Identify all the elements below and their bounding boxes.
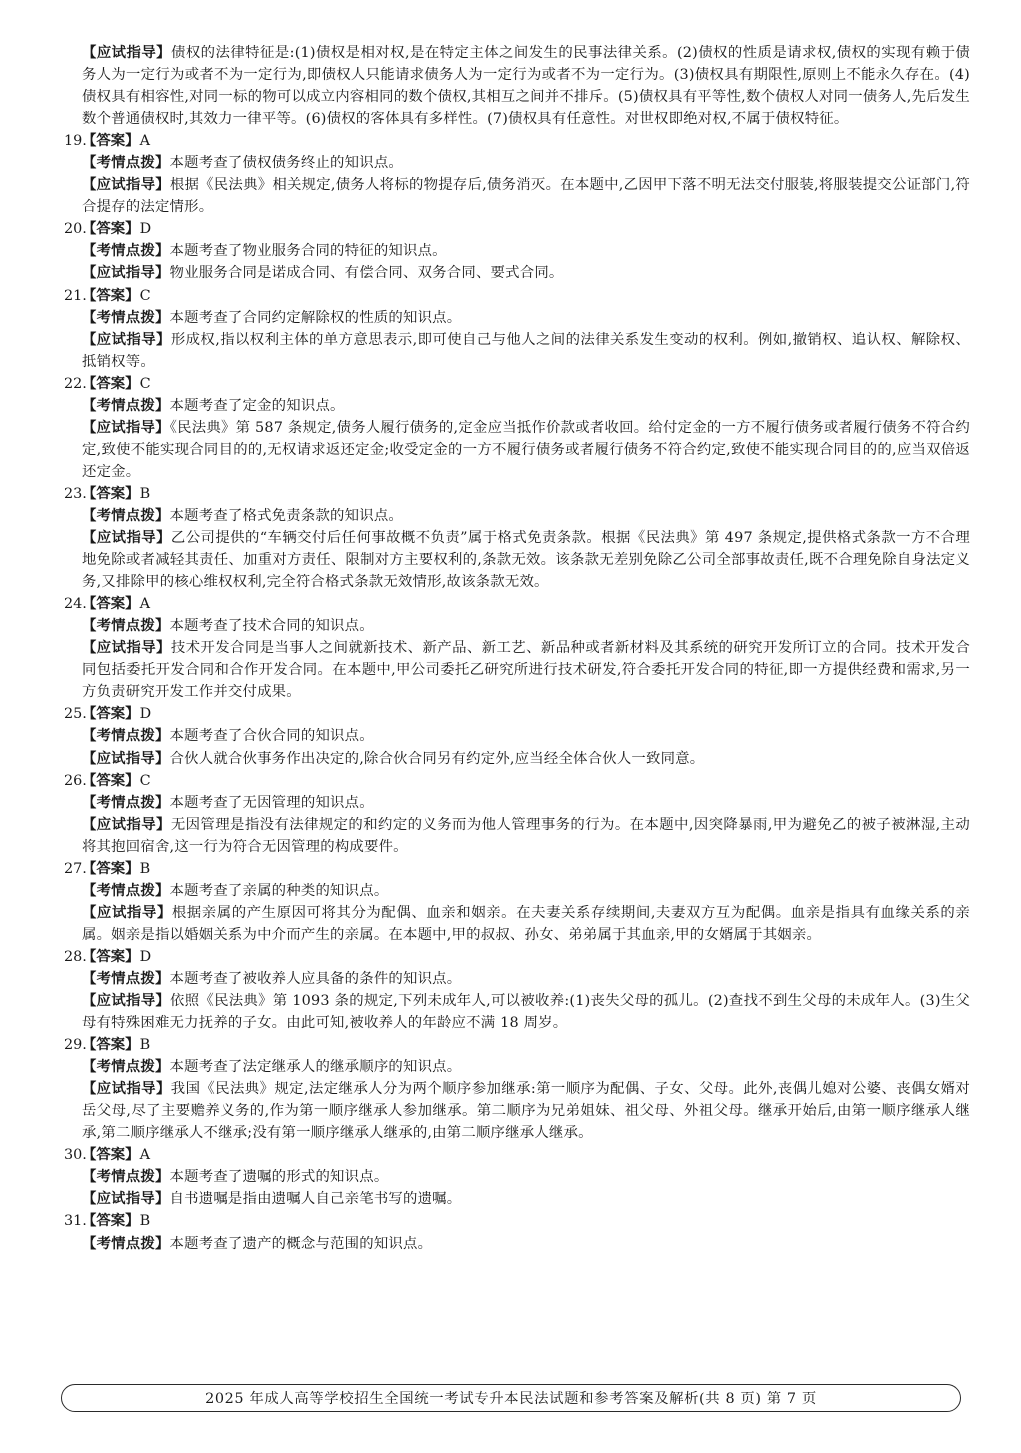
point-text: 本题考查了技术合同的知识点。 — [169, 618, 374, 635]
guide-tag: 【应试指导】 — [82, 529, 171, 547]
guide-text: 无因管理是指没有法律规定的和约定的义务而为他人管理事务的行为。在本题中,因突降暴雨,甲为避免乙的被子被淋湿,主动将其抱回宿舍,这一行为符合无因管理的构成要件。 — [82, 816, 970, 855]
answer-line — [64, 483, 970, 505]
guide-paragraph — [64, 637, 970, 703]
question-number: 29. — [64, 1037, 87, 1054]
answer-value: A — [139, 133, 150, 150]
guide-paragraph — [64, 262, 970, 284]
answer-value: D — [139, 706, 152, 723]
answer-tag: 【答案】 — [82, 859, 140, 877]
answer-tag: 【答案】 — [82, 1036, 140, 1054]
answer-value: B — [139, 1037, 151, 1054]
guide-paragraph — [64, 174, 970, 218]
answer-line — [64, 373, 970, 395]
point-paragraph — [64, 307, 970, 329]
point-tag: 【考情点拨】 — [82, 1234, 170, 1252]
page-footer — [61, 1384, 961, 1412]
point-paragraph — [64, 615, 970, 637]
answer-tag: 【答案】 — [82, 132, 140, 150]
point-tag: 【考情点拨】 — [82, 396, 170, 414]
answer-value: B — [139, 1213, 151, 1230]
question-block — [64, 130, 970, 218]
question-number: 22. — [64, 375, 87, 392]
answer-tag: 【答案】 — [82, 771, 140, 789]
point-text: 本题考查了无因管理的知识点。 — [169, 794, 374, 811]
point-tag: 【考情点拨】 — [82, 881, 170, 899]
question-block — [64, 373, 970, 483]
answer-tag: 【答案】 — [82, 220, 140, 238]
answer-tag: 【答案】 — [82, 286, 140, 304]
guide-tag: 【应试指导】 — [82, 749, 170, 767]
guide-paragraph — [64, 527, 970, 593]
point-text: 本题考查了债权债务终止的知识点。 — [169, 155, 403, 172]
point-tag: 【考情点拨】 — [82, 308, 170, 326]
answer-value: C — [139, 287, 151, 304]
question-block — [64, 1210, 970, 1254]
guide-text: 合伙人就合伙事务作出决定的,除合伙合同另有约定外,应当经全体合伙人一致同意。 — [169, 750, 705, 767]
point-text: 本题考查了法定继承人的继承顺序的知识点。 — [169, 1059, 462, 1076]
answer-value: A — [139, 596, 150, 613]
point-text: 本题考查了合伙合同的知识点。 — [169, 728, 374, 745]
point-tag: 【考情点拨】 — [82, 793, 170, 811]
point-paragraph — [64, 1056, 970, 1078]
point-tag: 【考情点拨】 — [82, 506, 170, 524]
answer-value: A — [139, 1147, 150, 1164]
question-block — [64, 1034, 970, 1144]
guide-tag: 【应试指导】 — [82, 176, 170, 194]
answer-value: B — [139, 485, 151, 502]
question-number: 27. — [64, 860, 87, 877]
answer-value: D — [139, 948, 152, 965]
point-text: 本题考查了物业服务合同的特征的知识点。 — [169, 243, 447, 260]
guide-text: 债权的法律特征是:(1)债权是相对权,是在特定主体之间发生的民事法律关系。(2)债权的性质是请求权,债权的实现有赖于债务人为一定行为或者不为一定行为,即债权人只能请求债务人为一定行为或者不为一定行为。(3)债权具有期限性,原则上不能永久存在。(4)债权具有相容性,对同一标的物可以成立内容相同的数个债权,其相互之间并不排斥。(5)债权具有平等性,数个债权人对同一债务人,先后发生数个普通债权时,其效力一律平等。(6)债权的客体具有多样性。(7)债权具有任意性。对世权即绝对权,不属于债权特征。 — [82, 45, 971, 128]
point-tag: 【考情点拨】 — [82, 1168, 170, 1186]
point-tag: 【考情点拨】 — [82, 242, 170, 260]
guide-tag: 【应试指导】 — [82, 264, 170, 282]
answer-line — [64, 285, 970, 307]
question-number: 26. — [64, 772, 87, 789]
question-list — [64, 130, 970, 1254]
answer-tag: 【答案】 — [82, 705, 140, 723]
guide-tag: 【应试指导】 — [82, 418, 170, 436]
point-paragraph — [64, 395, 970, 417]
point-text: 本题考查了遗嘱的形式的知识点。 — [169, 1169, 389, 1186]
guide-tag: 【应试指导】 — [82, 330, 171, 348]
question-number: 25. — [64, 706, 87, 723]
guide-tag: 【应试指导】 — [82, 992, 171, 1010]
answer-line — [64, 858, 970, 880]
guide-text: 技术开发合同是当事人之间就新技术、新产品、新工艺、新品种或者新材料及其系统的研究开发所订立的合同。技术开发合同包括委托开发合同和合作开发合同。在本题中,甲公司委托乙研究所进行技术研发,符合委托开发合同的特征,即一方提供经费和需求,另一方负责研究开发工作并交付成果。 — [82, 640, 970, 701]
guide-tag: 【应试指导】 — [82, 44, 172, 61]
guide-text: 物业服务合同是诺成合同、有偿合同、双务合同、要式合同。 — [169, 265, 564, 282]
answer-line — [64, 593, 970, 615]
guide-tag: 【应试指导】 — [82, 903, 172, 921]
answer-line — [64, 703, 970, 725]
point-tag: 【考情点拨】 — [82, 617, 170, 635]
point-text: 本题考查了遗产的概念与范围的知识点。 — [169, 1235, 433, 1252]
question-number: 23. — [64, 485, 87, 502]
answer-line — [64, 1144, 970, 1166]
question-block — [64, 593, 970, 703]
guide-text: 《民法典》第 587 条规定,债务人履行债务的,定金应当抵作价款或者收回。给付定金的一方不履行债务或者履行债务不符合约定,致使不能实现合同目的的,无权请求返还定金;收受定金的一方不履行债务或者履行债务不符合约定,致使不能实现合同目的的,应当双倍返还定金。 — [82, 419, 970, 480]
point-text: 本题考查了定金的知识点。 — [169, 397, 345, 414]
point-tag: 【考情点拨】 — [82, 154, 170, 172]
guide-paragraph — [64, 1188, 970, 1210]
guide-paragraph — [64, 329, 970, 373]
answer-line — [64, 218, 970, 240]
guide-text: 根据《民法典》相关规定,债务人将标的物提存后,债务消灭。在本题中,乙因甲下落不明无法交付服装,将服装提交公证部门,符合提存的法定情形。 — [82, 177, 970, 216]
question-number: 28. — [64, 948, 87, 965]
guide-paragraph — [64, 417, 970, 483]
point-paragraph — [64, 880, 970, 902]
guide-tag: 【应试指导】 — [82, 1190, 170, 1208]
point-text: 本题考查了格式免责条款的知识点。 — [169, 507, 403, 524]
answer-tag: 【答案】 — [82, 595, 140, 613]
guide-paragraph — [64, 814, 970, 858]
point-paragraph — [64, 968, 970, 990]
question-block — [64, 703, 970, 769]
point-tag: 【考情点拨】 — [82, 1058, 170, 1076]
guide-tag: 【应试指导】 — [82, 815, 171, 833]
guide-text: 依照《民法典》第 1093 条的规定,下列未成年人,可以被收养:(1)丧失父母的孤儿。(2)查找不到生父母的未成年人。(3)生父母有特殊困难无力抚养的子女。由此可知,被收养人的年龄应不满 18 周岁。 — [82, 993, 970, 1032]
answer-line — [64, 946, 970, 968]
guide-text: 乙公司提供的“车辆交付后任何事故概不负责”属于格式免责条款。根据《民法典》第 497 条规定,提供格式条款一方不合理地免除或者减轻其责任、加重对方责任、限制对方主要权利的,条款无效。该条款无差别免除乙公司全部事故责任,既不合理免除自身法定义务,又排除甲的核心维权权利,完全符合格式条款无效情形,故该条款无效。 — [82, 530, 970, 591]
guide-text: 自书遗嘱是指由遗嘱人自己亲笔书写的遗嘱。 — [169, 1191, 462, 1208]
point-paragraph — [64, 240, 970, 262]
question-number: 20. — [64, 221, 87, 238]
footer-text: 2025 年成人高等学校招生全国统一考试专升本民法试题和参考答案及解析(共 8 页) 第 7 页 — [205, 1391, 817, 1407]
answer-tag: 【答案】 — [82, 1146, 140, 1164]
point-text: 本题考查了亲属的种类的知识点。 — [169, 882, 389, 899]
answer-document — [64, 42, 970, 1255]
guide-paragraph — [64, 748, 970, 770]
question-block — [64, 483, 970, 593]
point-paragraph — [64, 1233, 970, 1255]
point-paragraph — [64, 505, 970, 527]
answer-line — [64, 1210, 970, 1232]
question-number: 19. — [64, 133, 87, 150]
point-tag: 【考情点拨】 — [82, 727, 170, 745]
guide-text: 根据亲属的产生原因可将其分为配偶、血亲和姻亲。在夫妻关系存续期间,夫妻双方互为配偶。血亲是指具有血缘关系的亲属。姻亲是指以婚姻关系为中介而产生的亲属。在本题中,甲的叔叔、孙女、弟弟属于其血亲,甲的女婿属于其姻亲。 — [82, 904, 970, 943]
answer-tag: 【答案】 — [82, 484, 140, 502]
answer-line — [64, 770, 970, 792]
question-block — [64, 1144, 970, 1210]
point-paragraph — [64, 792, 970, 814]
answer-line — [64, 130, 970, 152]
answer-value: B — [139, 860, 151, 877]
answer-value: C — [139, 375, 151, 392]
answer-tag: 【答案】 — [82, 947, 140, 965]
question-block — [64, 770, 970, 858]
point-text: 本题考查了被收养人应具备的条件的知识点。 — [169, 970, 462, 987]
point-paragraph — [64, 152, 970, 174]
point-paragraph — [64, 1166, 970, 1188]
guide-paragraph — [64, 902, 970, 946]
question-block — [64, 946, 970, 1034]
guide-tag: 【应试指导】 — [82, 639, 171, 657]
answer-value: D — [139, 221, 152, 238]
point-paragraph — [64, 725, 970, 747]
point-text: 本题考查了合同约定解除权的性质的知识点。 — [169, 309, 462, 326]
guide-text: 我国《民法典》规定,法定继承人分为两个顺序参加继承:第一顺序为配偶、子女、父母。此外,丧偶儿媳对公婆、丧偶女婿对岳父母,尽了主要赡养义务的,作为第一顺序继承人参加继承。第二顺序为兄弟姐妹、祖父母、外祖父母。继承开始后,由第一顺序继承人继承,第二顺序继承人不继承;没有第一顺序继承人继承的,由第二顺序继承人继承。 — [82, 1081, 970, 1142]
question-number: 21. — [64, 287, 87, 304]
question-block — [64, 858, 970, 946]
question-block — [64, 285, 970, 373]
answer-tag: 【答案】 — [82, 1212, 140, 1230]
answer-value: C — [139, 772, 151, 789]
intro-guide-paragraph — [64, 42, 970, 130]
guide-text: 形成权,指以权利主体的单方意思表示,即可使自己与他人之间的法律关系发生变动的权利。例如,撤销权、追认权、解除权、抵销权等。 — [82, 331, 970, 370]
question-number: 24. — [64, 596, 87, 613]
guide-paragraph — [64, 990, 970, 1034]
point-tag: 【考情点拨】 — [82, 969, 170, 987]
question-block — [64, 218, 970, 284]
guide-paragraph — [64, 1078, 970, 1144]
answer-tag: 【答案】 — [82, 374, 140, 392]
answer-line — [64, 1034, 970, 1056]
question-number: 31. — [64, 1213, 87, 1230]
guide-tag: 【应试指导】 — [82, 1080, 171, 1098]
question-number: 30. — [64, 1147, 87, 1164]
